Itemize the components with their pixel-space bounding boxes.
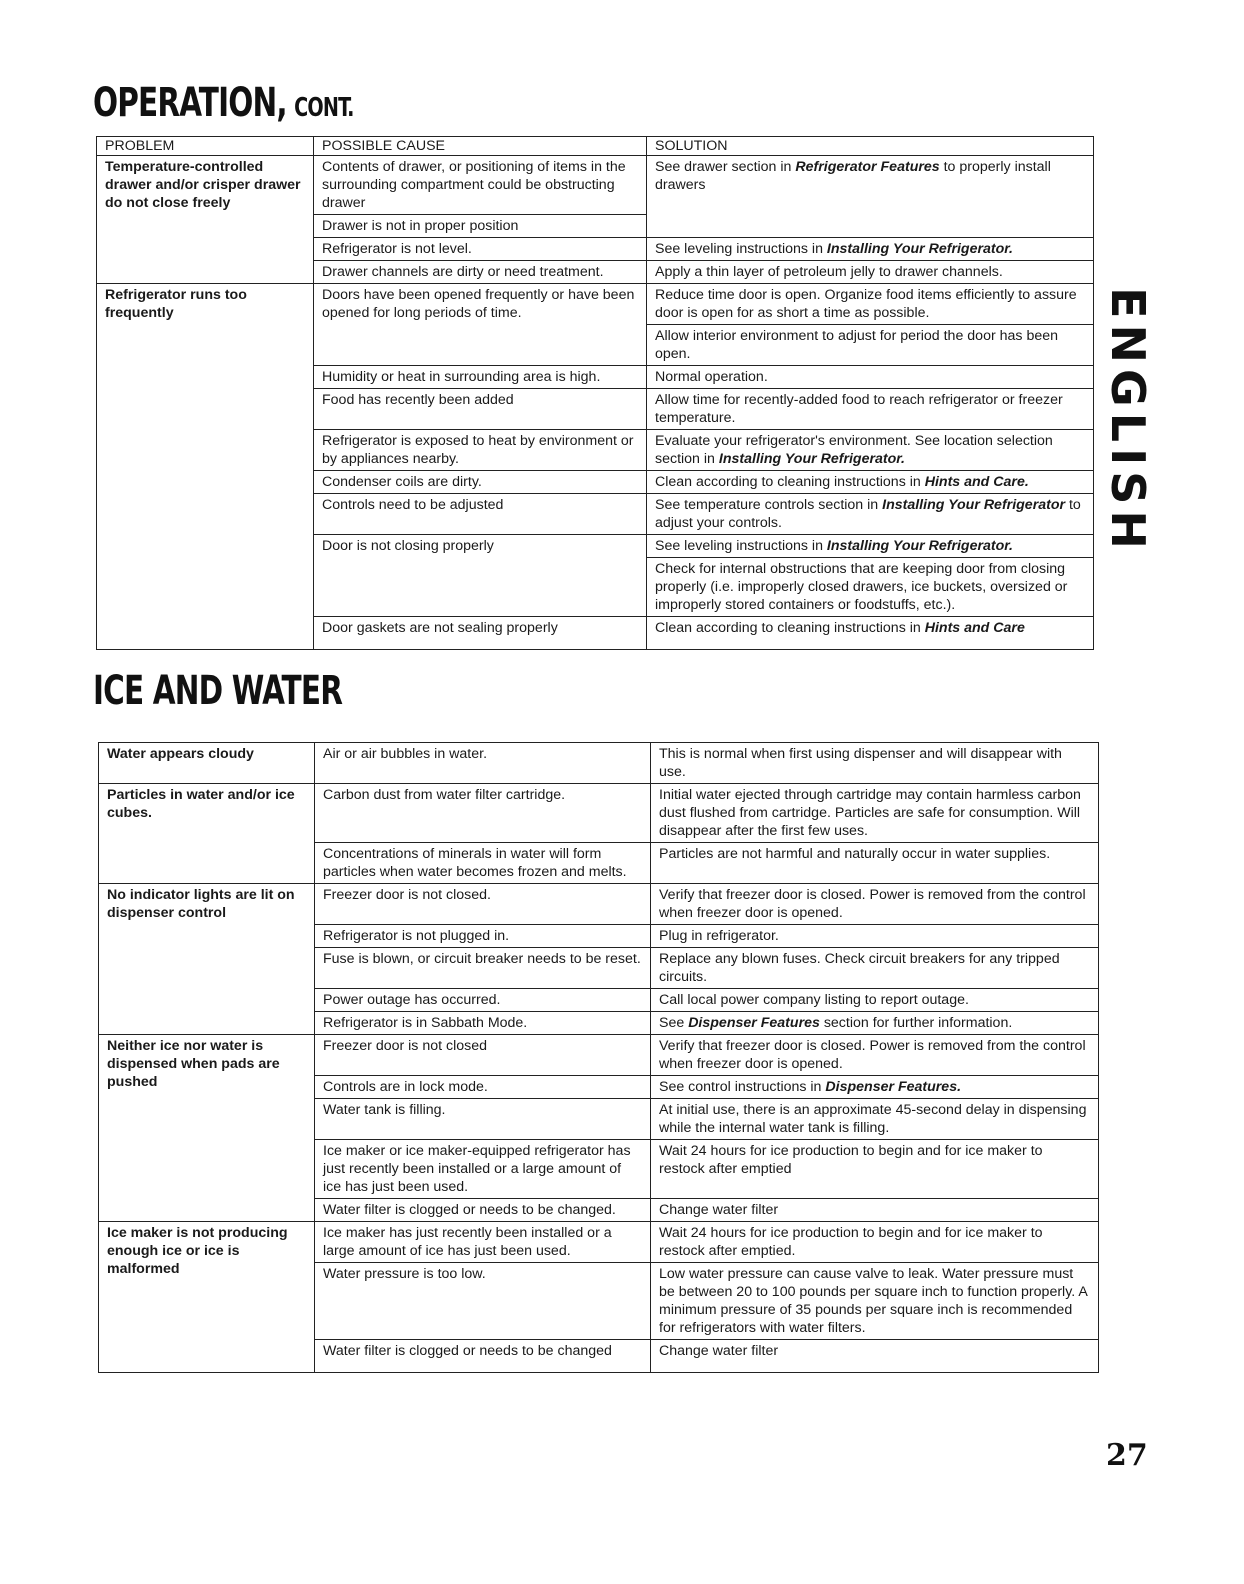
side-label-text: ENGLISH	[1101, 287, 1156, 555]
cause-cell: Water filter is clogged or needs to be changed.	[315, 1199, 651, 1222]
operation-troubleshooting-table	[96, 136, 1094, 650]
solution-text: Reduce time door is open. Organize food items efficiently to assure door is open for as short a time as possible.	[655, 287, 1077, 321]
cause-cell: Fuse is blown, or circuit breaker needs to be reset.	[315, 948, 651, 989]
table-row	[99, 1035, 1099, 1076]
ice-water-title: ICE AND WATER	[93, 668, 343, 714]
cause-cell: Air or air bubbles in water.	[315, 743, 651, 784]
cause-cell: Door gaskets are not sealing properly	[314, 617, 647, 650]
solution-cell	[647, 366, 1094, 389]
solution-text: See control instructions in	[659, 1079, 826, 1095]
cause-cell: Refrigerator is not level.	[314, 238, 647, 261]
problem-cell: Refrigerator runs too frequently	[97, 284, 314, 650]
solution-text: Replace any blown fuses. Check circuit breakers for any tripped circuits.	[659, 951, 1060, 985]
solution-cell	[651, 1012, 1099, 1035]
solution-cell	[651, 1035, 1099, 1076]
solution-text: Evaluate your refrigerator's environment. See location selection section in	[655, 433, 1053, 467]
header-problem: PROBLEM	[97, 137, 314, 156]
solution-text: At initial use, there is an approximate 45-second delay in dispensing while the internal water tank is filling.	[659, 1102, 1087, 1136]
solution-cell	[651, 1140, 1099, 1199]
solution-text: Wait 24 hours for ice production to begin and for ice maker to restock after emptied.	[659, 1225, 1043, 1259]
solution-cell	[647, 535, 1094, 558]
solution-text: Allow time for recently-added food to reach refrigerator or freezer temperature.	[655, 392, 1063, 426]
operation-section-title	[93, 80, 354, 126]
section-reference: Hints and Care	[924, 620, 1025, 636]
solution-text: Particles are not harmful and naturally occur in water supplies.	[659, 846, 1051, 862]
solution-text: Apply a thin layer of petroleum jelly to drawer channels.	[655, 264, 1003, 280]
solution-cell	[647, 261, 1094, 284]
solution-cell	[647, 430, 1094, 471]
cause-cell: Water tank is filling.	[315, 1099, 651, 1140]
section-reference: Installing Your Refrigerator.	[826, 241, 1013, 257]
cause-cell: Water pressure is too low.	[315, 1263, 651, 1340]
ice-water-troubleshooting-table	[98, 742, 1099, 1373]
problem-cell: Particles in water and/or ice cubes.	[99, 784, 315, 884]
cause-cell: Drawer channels are dirty or need treatment.	[314, 261, 647, 284]
cause-cell: Ice maker has just recently been installed or a large amount of ice has just been used.	[315, 1222, 651, 1263]
solution-cell	[651, 1263, 1099, 1340]
solution-cell	[647, 389, 1094, 430]
solution-cell	[647, 325, 1094, 366]
solution-cell	[647, 471, 1094, 494]
table-row	[97, 156, 1094, 215]
solution-cell	[647, 238, 1094, 261]
table-row	[99, 884, 1099, 925]
solution-cell	[647, 558, 1094, 617]
operation-title-cont: CONT.	[294, 93, 354, 123]
solution-cell	[651, 1199, 1099, 1222]
solution-text: This is normal when first using dispenser and will disappear with use.	[659, 746, 1062, 780]
solution-cell	[651, 989, 1099, 1012]
solution-cell	[651, 1076, 1099, 1099]
solution-text: to adjust your controls.	[655, 497, 1081, 531]
solution-cell	[647, 494, 1094, 535]
cause-cell: Condenser coils are dirty.	[314, 471, 647, 494]
problem-cell: No indicator lights are lit on dispenser control	[99, 884, 315, 1035]
solution-text: Wait 24 hours for ice production to begin and for ice maker to restock after emptied	[659, 1143, 1043, 1177]
section-reference: Installing Your Refrigerator.	[826, 538, 1013, 554]
solution-cell	[651, 925, 1099, 948]
solution-text: Clean according to cleaning instructions in	[655, 620, 925, 636]
cause-cell: Humidity or heat in surrounding area is high.	[314, 366, 647, 389]
solution-text: See	[659, 1015, 689, 1031]
cause-cell: Controls need to be adjusted	[314, 494, 647, 535]
section-reference: Dispenser Features	[688, 1015, 820, 1031]
cause-cell: Food has recently been added	[314, 389, 647, 430]
header-possible-cause: POSSIBLE CAUSE	[314, 137, 647, 156]
solution-text: to properly install drawers	[655, 159, 1051, 193]
solution-text: See drawer section in	[655, 159, 796, 175]
cause-cell: Ice maker or ice maker-equipped refrigerator has just recently been installed or a large amount of ice has just been used.	[315, 1140, 651, 1199]
solution-text: section for further information.	[819, 1015, 1013, 1031]
cause-cell: Power outage has occurred.	[315, 989, 651, 1012]
cause-cell: Door is not closing properly	[314, 535, 647, 617]
solution-text: Clean according to cleaning instructions in	[655, 474, 925, 490]
solution-text: Low water pressure can cause valve to leak. Water pressure must be between 20 to 100 pounds per square inch to function properly. A minimum pressure of 35 pounds per square inch is recommended for refrigerators with water filters.	[659, 1266, 1088, 1336]
table-row	[99, 784, 1099, 843]
problem-cell: Temperature-controlled drawer and/or crisper drawer do not close freely	[97, 156, 314, 284]
cause-cell: Refrigerator is exposed to heat by environment or by appliances nearby.	[314, 430, 647, 471]
solution-cell	[651, 1340, 1099, 1373]
cause-cell: Freezer door is not closed.	[315, 884, 651, 925]
section-reference: Hints and Care.	[924, 474, 1029, 490]
cause-cell: Refrigerator is in Sabbath Mode.	[315, 1012, 651, 1035]
solution-text: Initial water ejected through cartridge may contain harmless carbon dust flushed from cartridge. Particles are safe for consumption. Will disappear after the first few uses.	[659, 787, 1081, 839]
solution-text: Allow interior environment to adjust for period the door has been open.	[655, 328, 1058, 362]
page-number: 27	[1106, 1438, 1148, 1473]
problem-cell: Ice maker is not producing enough ice or ice is malformed	[99, 1222, 315, 1373]
language-tab-label	[1100, 287, 1156, 555]
cause-cell: Freezer door is not closed	[315, 1035, 651, 1076]
table-header-row	[97, 137, 1094, 156]
solution-text: See temperature controls section in	[655, 497, 883, 513]
cause-cell: Refrigerator is not plugged in.	[315, 925, 651, 948]
operation-title-main: OPERATION,	[93, 80, 287, 126]
solution-text: Check for internal obstructions that are keeping door from closing properly (i.e. improperly closed drawers, ice buckets, oversized or improperly stored containers or foodstuffs, etc.).	[655, 561, 1068, 613]
solution-text: Verify that freezer door is closed. Power is removed from the control when freezer door is opened.	[659, 887, 1086, 921]
solution-cell	[647, 617, 1094, 650]
solution-text: Normal operation.	[655, 369, 768, 385]
header-solution: SOLUTION	[647, 137, 1094, 156]
solution-text: See leveling instructions in	[655, 241, 827, 257]
solution-cell	[651, 743, 1099, 784]
solution-cell	[651, 784, 1099, 843]
solution-text: Call local power company listing to report outage.	[659, 992, 969, 1008]
table-row	[99, 1222, 1099, 1263]
section-reference: Installing Your Refrigerator	[882, 497, 1066, 513]
solution-cell	[651, 948, 1099, 989]
table-row	[99, 743, 1099, 784]
solution-cell	[651, 1222, 1099, 1263]
solution-text: Change water filter	[659, 1343, 779, 1359]
cause-cell: Controls are in lock mode.	[315, 1076, 651, 1099]
problem-cell: Water appears cloudy	[99, 743, 315, 784]
cause-cell: Contents of drawer, or positioning of items in the surrounding compartment could be obstructing drawer	[314, 156, 647, 215]
section-reference: Installing Your Refrigerator.	[718, 451, 905, 467]
solution-cell	[647, 156, 1094, 238]
cause-cell: Concentrations of minerals in water will form particles when water becomes frozen and melts.	[315, 843, 651, 884]
table-row	[97, 284, 1094, 325]
section-reference: Dispenser Features.	[825, 1079, 962, 1095]
solution-cell	[651, 843, 1099, 884]
cause-cell: Water filter is clogged or needs to be changed	[315, 1340, 651, 1373]
cause-cell: Drawer is not in proper position	[314, 215, 647, 238]
solution-cell	[651, 884, 1099, 925]
problem-cell: Neither ice nor water is dispensed when pads are pushed	[99, 1035, 315, 1222]
solution-text: See leveling instructions in	[655, 538, 827, 554]
solution-text: Change water filter	[659, 1202, 779, 1218]
cause-cell: Carbon dust from water filter cartridge.	[315, 784, 651, 843]
solution-cell	[647, 284, 1094, 325]
cause-cell: Doors have been opened frequently or have been opened for long periods of time.	[314, 284, 647, 366]
solution-cell	[651, 1099, 1099, 1140]
ice-water-section-title	[93, 668, 342, 714]
solution-text: Plug in refrigerator.	[659, 928, 779, 944]
section-reference: Refrigerator Features	[795, 159, 940, 175]
solution-text: Verify that freezer door is closed. Power is removed from the control when freezer door is opened.	[659, 1038, 1086, 1072]
